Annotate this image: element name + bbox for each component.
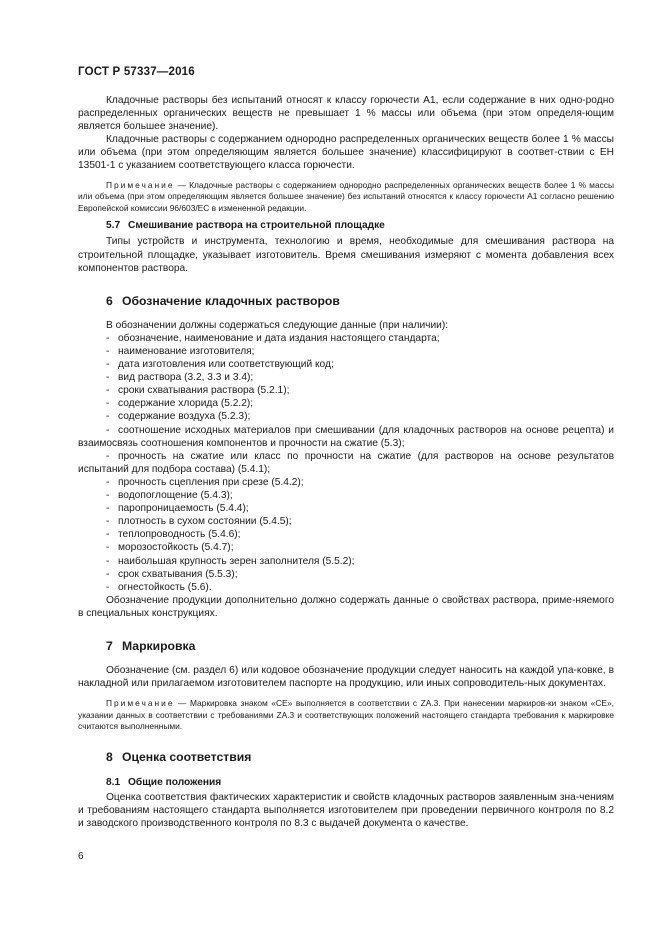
- list-item-text: водопоглощение (5.4.3);: [118, 490, 233, 502]
- note-text: — Кладочные растворы с содержанием однородно распределенных органических веществ более 1 % массы или объема (при этом определяющим является большее значение) без испытаний относятся к классу горючести А1 согласно решению Европейской комиссии 96/603/ЕС в измененной редакции.: [78, 179, 614, 213]
- paragraph-combustibility-classify: Кладочные растворы с содержанием однородно распределенных органических веществ более 1 % массы или объема (при этом определяющим является большее значение) классифицируют в соответ-ствии с ЕН 13501-1 с указанием соответствующего класса горючести.: [78, 134, 614, 172]
- note-label: Примечание: [106, 179, 175, 190]
- list-item-text: прочность сцепления при срезе (5.4.2);: [118, 476, 304, 488]
- list-item-text: паропроницаемость (5.4.4);: [118, 503, 249, 515]
- list-dash: -: [106, 398, 110, 410]
- list-dash: -: [106, 411, 110, 423]
- list-dash: -: [106, 424, 110, 436]
- list-item-text: морозостойкость (5.4.7);: [118, 542, 234, 554]
- subsection-title: Общие положения: [128, 777, 222, 789]
- list-dash: -: [106, 372, 110, 384]
- page-header: ГОСТ Р 57337—2016: [78, 66, 195, 78]
- list-dash: -: [106, 581, 110, 593]
- paragraph-designation-closing: Обозначение продукции дополнительно должно содержать данные о свойствах раствора, приме-няемого в специальных конструкциях.: [78, 594, 614, 619]
- list-item-text: вид раствора (3.2, 3.3 и 3.4);: [118, 372, 254, 384]
- list-item-text: обозначение, наименование и дата издания настоящего стандарта;: [118, 332, 440, 344]
- list-item: [78, 371, 614, 384]
- designation-list: [78, 332, 614, 594]
- list-dash: -: [106, 450, 110, 462]
- list-dash: -: [106, 503, 110, 515]
- list-item: [78, 384, 614, 397]
- list-item: [78, 332, 614, 345]
- list-item-text: срок схватывания (5.5.3);: [118, 568, 238, 580]
- section-title: Обозначение кладочных растворов: [122, 293, 340, 308]
- list-item-text: плотность в сухом состоянии (5.4.5);: [118, 516, 292, 528]
- list-item-text: содержание хлорида (5.2.2);: [118, 398, 254, 410]
- list-dash: -: [106, 332, 110, 344]
- list-item: [78, 397, 614, 410]
- note-marking: [78, 698, 614, 733]
- list-item: [78, 568, 614, 581]
- list-item: [78, 515, 614, 528]
- list-item-text: прочность на сжатие или класс по прочности на сжатие (для растворов на основе результатов испытаний для подбора состава) (5.4.1);: [78, 450, 614, 475]
- section-title: Оценка соответствия: [122, 750, 252, 765]
- section-number: 6: [106, 293, 113, 308]
- list-item: [78, 410, 614, 423]
- paragraph-conformity: Оценка соответствия фактических характеристик и свойств кладочных растворов заявленным зна-чениям и требованиям настоящего стандарта выполняется изготовителем при проведении первичного контроля по 8.2 и заводского производственного контроля по 8.3 с выдачей документа о качестве.: [78, 792, 614, 830]
- list-dash: -: [106, 359, 110, 371]
- page-content: [78, 94, 614, 831]
- list-dash: -: [106, 516, 110, 528]
- list-dash: -: [106, 346, 110, 357]
- section-number: 7: [106, 638, 113, 653]
- list-item: [78, 450, 614, 476]
- section-7-heading: [78, 640, 614, 653]
- list-item-text: содержание воздуха (5.2.3);: [118, 411, 251, 423]
- list-item-text: теплопроводность (5.4.6);: [118, 529, 241, 541]
- subsection-5-7-heading: [78, 219, 614, 232]
- list-dash: -: [106, 385, 110, 397]
- list-item: [78, 502, 614, 515]
- list-item-text: наибольшая крупность зерен заполнителя (5.5.2);: [118, 555, 355, 567]
- section-number: 8: [106, 750, 113, 765]
- section-title: Маркировка: [122, 638, 196, 653]
- list-dash: -: [106, 476, 110, 488]
- subsection-number: 8.1: [106, 777, 121, 789]
- list-item: [78, 424, 614, 450]
- subsection-number: 5.7: [106, 220, 121, 232]
- list-item-text: дата изготовления или соответствующий код;: [118, 359, 334, 371]
- subsection-8-1-heading: [78, 776, 614, 789]
- list-dash: -: [106, 529, 110, 541]
- list-item: [78, 581, 614, 594]
- list-item: [78, 541, 614, 554]
- subsection-title: Смешивание раствора на строительной площадке: [128, 220, 385, 232]
- list-item: [78, 345, 614, 358]
- page-number: 6: [78, 851, 84, 862]
- section-6-heading: [78, 295, 614, 308]
- list-item: [78, 489, 614, 502]
- list-item: [78, 476, 614, 489]
- list-item-text: наименование изготовителя;: [118, 346, 255, 357]
- list-item: [78, 555, 614, 568]
- list-dash: -: [106, 568, 110, 580]
- list-item-text: сроки схватывания раствора (5.2.1);: [118, 385, 290, 397]
- list-item-text: соотношение исходных материалов при смешивании (для кладочных растворов на основе рецепта) и взаимосвязь соотношения компонентов и прочности на сжатие (5.3);: [78, 424, 614, 449]
- paragraph-designation-intro: В обозначении должны содержаться следующие данные (при наличии):: [106, 319, 449, 331]
- section-8-heading: [78, 751, 614, 764]
- paragraph-marking: Обозначение (см. раздел 6) или кодовое обозначение продукции следует наносить на каждой упа-ковке, в накладной или прилагаемом изготовителем паспорте на продукцию, или иных сопроводитель-ных документах.: [78, 665, 614, 690]
- list-dash: -: [106, 542, 110, 554]
- list-item-text: огнестойкость (5.6).: [118, 581, 212, 593]
- note-text: — Маркировка знаком «СЕ» выполняется в соответствии с ZA.3. При нанесении маркиров-ки знаком «СЕ», указании данных в соответствии с требованиями ZA.3 и соответствующих положений настоящего стандарта требования к маркировке считаются выполненными.: [78, 698, 614, 732]
- note-label: Примечание: [106, 698, 175, 709]
- list-dash: -: [106, 555, 110, 567]
- list-item: [78, 358, 614, 371]
- list-dash: -: [106, 490, 110, 502]
- note-combustibility: [78, 180, 614, 215]
- list-item: [78, 528, 614, 541]
- paragraph-mixing: Типы устройств и инструмента, технологию и время, необходимые для смешивания раствора на строительной площадке, указывает изготовитель. Время смешивания измеряют с момента добавления всех компонентов раствора.: [78, 236, 614, 274]
- paragraph-combustibility-a1: Кладочные растворы без испытаний относят к классу горючести А1, если содержание в них одно-родно распределенных органических веществ не превышает 1 % массы или объема (при этом определя-ющим является большее значение).: [78, 95, 614, 133]
